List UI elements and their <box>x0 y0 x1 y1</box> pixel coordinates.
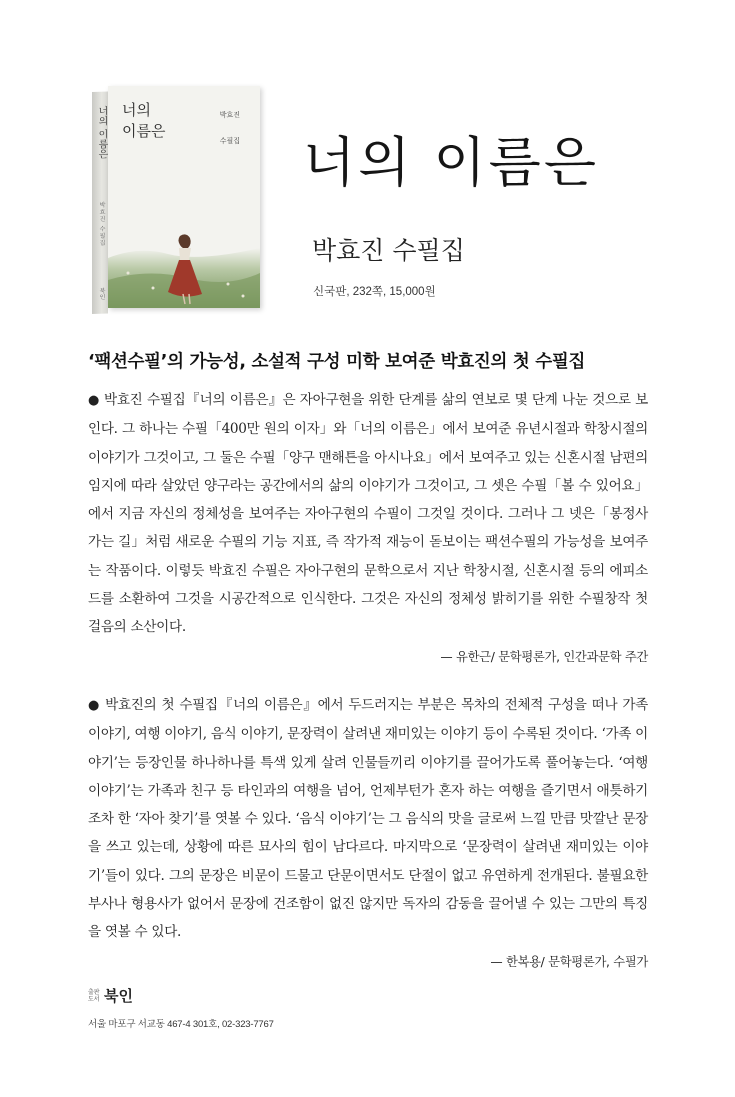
bullet-icon: ● <box>88 698 101 713</box>
review-block-2 <box>88 691 648 976</box>
book-cover-image <box>92 86 262 314</box>
logo-text: 북인 <box>104 987 133 1005</box>
cover-title-line2: 이름은 <box>122 122 166 140</box>
spine-subtitle: 박효진 수필집 <box>98 201 105 247</box>
review-headline: ‘팩션수필’의 가능성, 소설적 구성 미학 보여준 박효진의 첫 수필집 <box>88 352 586 372</box>
book-info: 신국판, 232쪽, 15,000원 <box>313 286 436 298</box>
logo-mark: 출판 도서 <box>88 988 100 1003</box>
cover-title-line1: 너의 <box>122 101 151 119</box>
book-front-cover <box>108 86 260 308</box>
spine-publisher: 북인 <box>98 287 105 300</box>
cover-author: 박효진 <box>219 111 240 119</box>
cover-title <box>122 100 165 142</box>
cover-genre: 수필집 <box>219 137 240 145</box>
book-title: 너의 이름은 <box>303 131 599 194</box>
review-credit: — 유한근/ 문학평론가, 인간과문학 주간 <box>440 649 648 664</box>
cover-illustration <box>108 218 260 308</box>
book-spine <box>92 91 108 314</box>
spine-title: 너의 이름은 <box>96 105 107 160</box>
review-paragraph <box>88 386 648 642</box>
bullet-icon: ● <box>88 393 100 408</box>
review-block-1 <box>88 386 648 671</box>
review-text: 박효진 수필집『너의 이름은』은 자아구현을 위한 단계를 삶의 연보로 몇 단계 나눈 것으로 보인다. 그 하나는 수필「400만 원의 이자」와「너의 이름은」에서 보여준 유년시절과 학창시절의 이야기가 그것이고, 그 둘은 수필「양구 맨해튼을 아시나요」에서 보여주고 있는 신혼시절 남편의 임지에 따라 살았던 양구라는 공간에서의 삶의 이야기가 그것이고, 그 셋은 수필「볼 수 있어요」에서 지금 자신의 정체성을 보여주는 자아구현의 수필이 그것일 것이다. 그러나 그 넷은「봉정사 가는 길」처럼 새로운 수필의 기능 지표, 즉 작가적 재능이 돋보이는 팩션수필의 가능성을 보여주는 작품이다. 이렇듯 박효진 수필은 자아구현의 문학으로서 지난 학창시절, 신혼시절 등의 에피소드를 소환하여 그것을 시공간적으로 인식한다. 그것은 자신의 정체성 밝히기를 위한 수필창작 첫걸음의 소산이다. <box>88 392 648 636</box>
review-paragraph <box>88 691 648 947</box>
review-credit: — 한복용/ 문학평론가, 수필가 <box>490 954 648 969</box>
publisher-address: 서울 마포구 서교동 467-4 301호, 02-323-7767 <box>88 1019 274 1030</box>
review-text: 박효진의 첫 수필집『너의 이름은』에서 두드러지는 부분은 목차의 전체적 구성을 떠나 가족 이야기, 여행 이야기, 음식 이야기, 문장력이 살려낸 재미있는 이야기 등이 수록된 것이다. ‘가족 이야기’는 등장인물 하나하나를 특색 있게 살려 인물들끼리 이야기를 끌어가도록 풀어놓는다. ‘여행 이야기’는 가족과 친구 등 타인과의 여행을 넘어, 언제부턴가 혼자 하는 여행을 즐기면서 애틋하기조차 한 ‘자아 찾기’를 엿볼 수 있다. ‘음식 이야기’는 그 음식의 맛을 글로써 느낄 만큼 맛깔난 문장을 쓰고 있는데, 상황에 따른 묘사의 힘이 남다르다. 마지막으로 ‘문장력이 살려낸 재미있는 이야기’들이 있다. 그의 문장은 비문이 드물고 단문이면서도 단절이 없고 유연하게 전개된다. 불필요한 부사나 형용사가 없어서 문장에 건조함이 없진 않지만 독자의 감동을 끌어낼 수 있는 그만의 특징을 엿볼 수 있다. <box>88 697 649 941</box>
publisher-logo <box>88 985 133 1006</box>
book-subtitle: 박효진 수필집 <box>312 236 465 265</box>
